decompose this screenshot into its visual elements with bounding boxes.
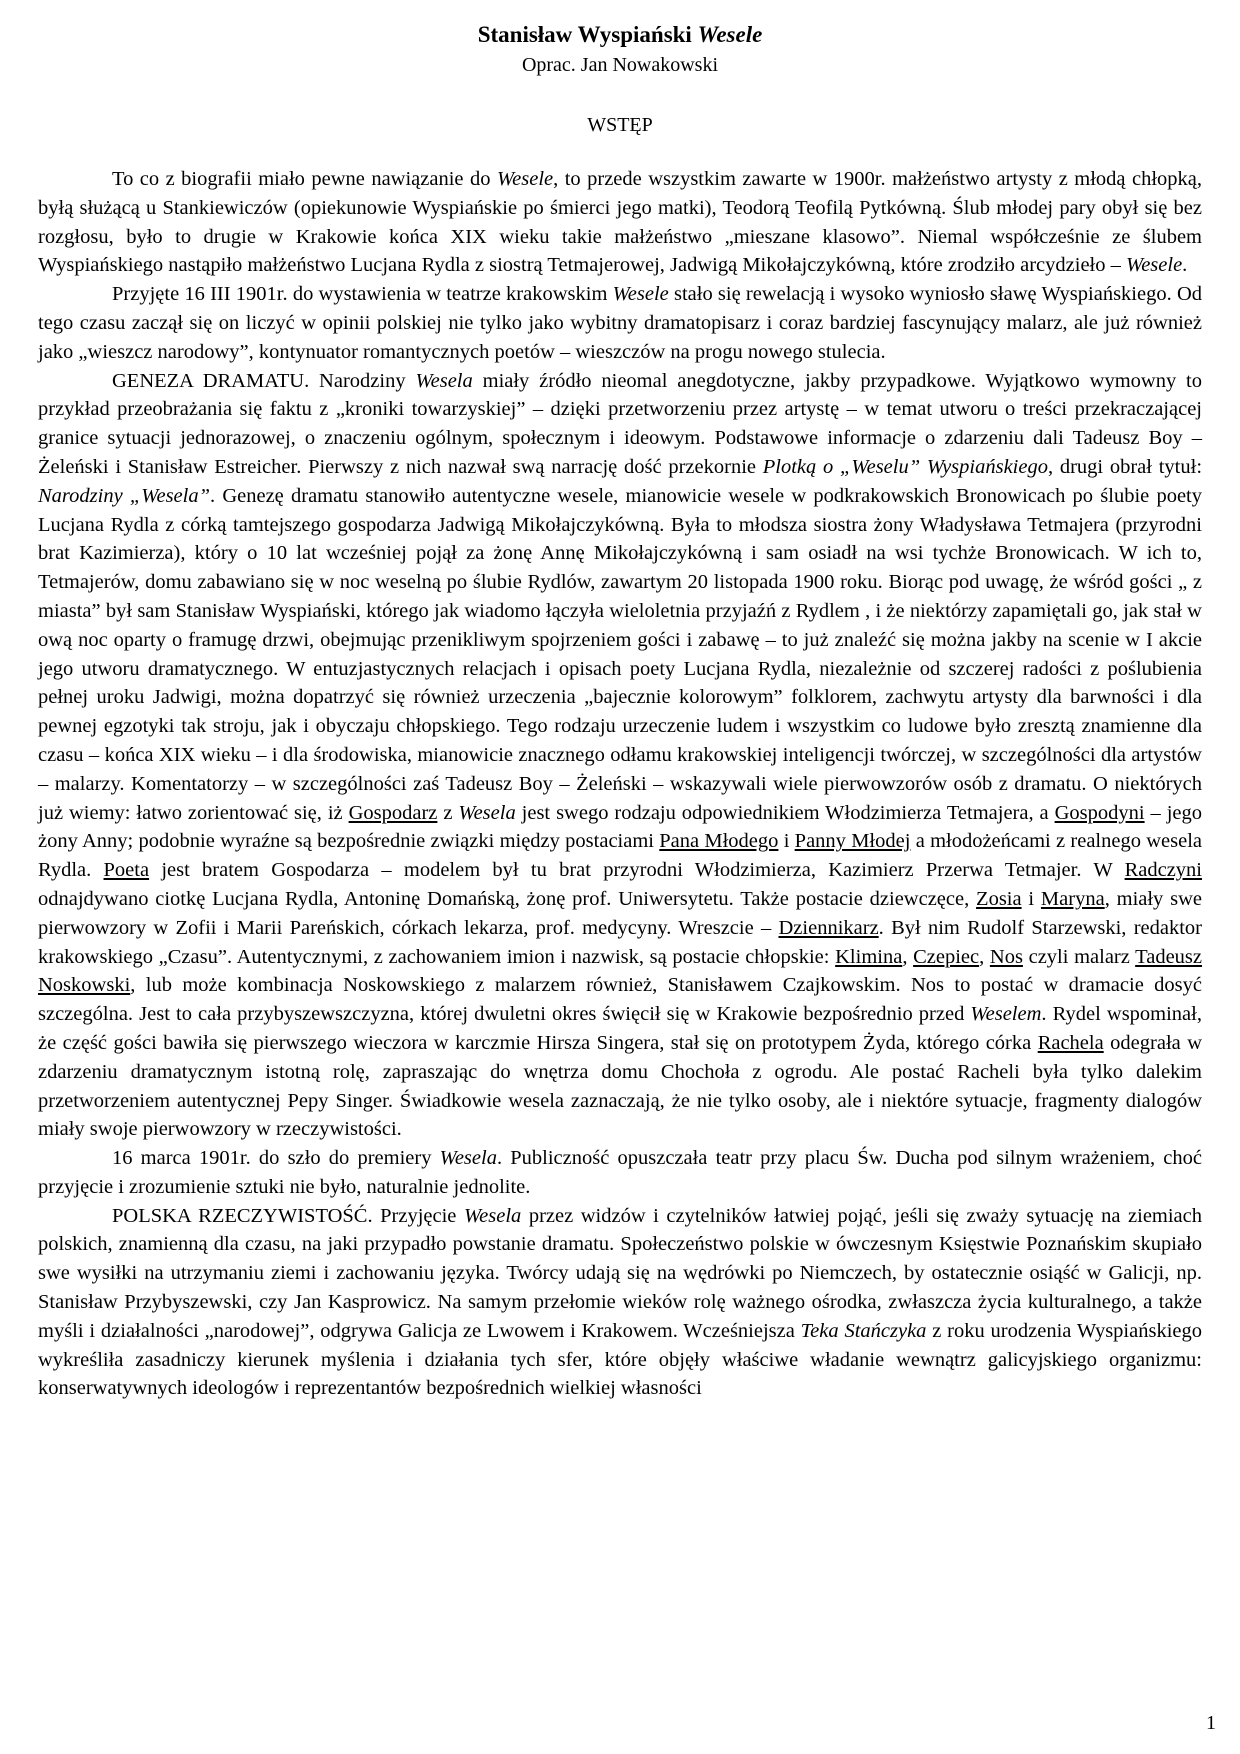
italic-run: Wesele bbox=[1126, 254, 1183, 277]
paragraph bbox=[38, 280, 1202, 366]
italic-run: Weselem bbox=[970, 1003, 1042, 1026]
underlined-run: Dziennikarz bbox=[778, 916, 879, 939]
body-text bbox=[38, 165, 1202, 1403]
text-run: , to przede wszystkim zawarte w 1900r. małżeństwo artysty z młodą chłopką, byłą służącą u Stankiewiczów (opiekunowie Wyspiańskie po śmierci jego matki), Teodorą Teofilą Pytkówną. Ślub młodej pary obył się bez rozgłosu, było to drugie w Krakowie końca XIX wieku takie małżeństwo „mieszane klasowo”. Niemal współcześnie ze ślubem Wyspiańskiego nastąpiło małżeństwo Lucjana Rydla z siostrą Tetmajerowej, Jadwigą Mikołajczykówną, które zrodziło arcydzieło – bbox=[38, 168, 1202, 277]
text-run: . Rydel wspominał, że część gości bawiła się pierwszego wieczora w karczmie Hirsza Singera, stał się on prototypem Żyda, którego córka bbox=[38, 1003, 1202, 1054]
text-run: odegrała w zdarzeniu dramatycznym istotną rolę, zapraszając do wnętrza domu Chochoła z ogrodu. Ale postać Racheli była tylko dalekim przetworzeniem autentycznej Pepy Singer. Świadkowie wesela zaznaczają, że nie tylko osoby, ale i niektóre sytuacje, fragmenty dialogów miały swoje pierwowzory w rzeczywistości. bbox=[38, 1031, 1202, 1141]
text-run: POLSKA RZECZYWISTOŚĆ. Przyjęcie bbox=[112, 1204, 464, 1227]
section-heading: WSTĘP bbox=[587, 114, 653, 136]
underlined-run: Gospodarz bbox=[348, 801, 438, 824]
text-run: miały źródło nieomal anegdotyczne, jakby przypadkowe. Wyjątkowo wymowny to przykład przeobrażania się faktu z „kroniki towarzyskiej” – dzięki przetworzeniu przez artystę – w temat utworu o treści przekraczającej granice sytuacji jednorazowej, o znaczeniu ogólnym, społecznym i ideowym. Podstawowe informacje o zdarzeniu dali Tadeusz Boy – Żeleński i Stanisław Estreicher. Pierwszy z nich nazwał swą narrację dość przekornie bbox=[38, 369, 1202, 478]
text-run: To co z biografii miało pewne nawiązanie do bbox=[112, 168, 497, 190]
paragraph bbox=[38, 1202, 1202, 1404]
title-work: Wesele bbox=[697, 22, 763, 47]
text-run: – jego żony Anny; podobnie wyraźne są bezpośrednie związki między postaciami bbox=[38, 801, 1203, 853]
underlined-run: Poeta bbox=[103, 859, 150, 882]
italic-run: Teka Stańczyka bbox=[800, 1319, 927, 1342]
text-run: . bbox=[1182, 254, 1188, 277]
text-run: , drugi obrał tytuł: bbox=[1047, 455, 1203, 478]
text-run: jest swego rodzaju odpowiednikiem Włodzimierza Tetmajera, a bbox=[515, 801, 1055, 824]
text-run: . Genezę dramatu stanowiło autentyczne wesele, mianowicie wesele w podkrakowskich Bronowicach po ślubie poety Lucjana Rydla z córką tamtejszego gospodarza Jadwigą Mikołajczykówną. Była to młodsza siostra żony Władysława Tetmajera (przyrodni brat Kazimierza), który o 10 lat wcześniej pojął za żonę Annę Mikołajczykówną i sam osiadł na wsi tychże Bronowicach. W ich to, Tetmajerów, domu zabawiano się w noc weselną po ślubie Rydlów, zawartym 20 listopada 1900 roku. Biorąc pod uwagę, że wśród gości „ z miasta” był sam Stanisław Wyspiański, którego jak wiadomo łączyła wieloletnia przyjaźń z Rydlem , i że niektórzy zapamiętali go, jak stał w ową noc oparty o framugę drzwi, obejmując przenikliwym spojrzeniem gości i zabawę – to już znaleźć się można jakby na scenie w I akcie jego utworu dramatycznego. W entuzjastycznych relacjach i opisach poety Lucjana Rydla, niezależnie od szczerej radości z poślubienia pełnej uroku Jadwigi, można dopatrzyć się również urzeczenia „bajecznie kolorowym” folklorem, zachwytu artysty dla barwności i dla pewnej egzotyki tak stroju, jak i obyczaju chłopskiego. Tego rodzaju urzeczenie ludem i wszystkim co ludowe było zresztą znamienne dla czasu – końca XIX wieku – i dla środowiska, mianowicie znacznego odłamu krakowskiej inteligencji twórczej, w szczególności dla artystów – malarzy. Komentatorzy – w szczególności zaś Tadeusz Boy – Żeleński – wskazywali wiele pierwowzorów osób z dramatu. O niektórych już wiemy: łatwo zorientować się, iż bbox=[38, 484, 1202, 824]
underlined-run: Radczyni bbox=[1124, 859, 1202, 882]
text-run: i bbox=[1021, 887, 1041, 910]
underlined-run: Czepiec bbox=[913, 945, 980, 968]
underlined-run: Maryna bbox=[1040, 887, 1105, 910]
text-run: przez widzów i czytelników łatwiej pojąć, jeśli się zważy sytuację na ziemiach polskich, znamienną dla czasu, na jaki przypadło powstanie dramatu. Społeczeństwo polskie w ówczesnym Księstwie Poznańskim skupiało swe wysiłki na utrzymaniu ziemi i zachowaniu języka. Twórcy udają się na wędrówki po Niemczech, by ostatecznie osiąść w Galicji, np. Stanisław Przybyszewski, czy Jan Kasprowicz. Na samym przełomie wieków rolę ważnego ośrodka, zwłaszcza życia kulturalnego, a także myśli i działalności „narodowej”, odgrywa Galicja ze Lwowem i Krakowem. Wcześniejsza bbox=[38, 1204, 1203, 1342]
text-run: Przyjęte 16 III 1901r. do wystawienia w teatrze krakowskim bbox=[112, 283, 613, 306]
paragraph bbox=[38, 367, 1202, 1145]
underlined-run: Tadeusz Noskowski bbox=[38, 945, 1203, 997]
text-run: stało się rewelacją i wysoko wyniosło sławę Wyspiańskiego. Od tego czasu zaczął się on liczyć w opinii polskiej nie tylko jako wybitny dramatopisarz i coraz bardziej fascynujący malarz, ale już również jako „wieszcz narodowy”, kontynuator romantycznych poetów – wieszczów na progu nowego stulecia. bbox=[38, 283, 1202, 363]
text-run: , lub może kombinacja Noskowskiego z malarzem również, Stanisławem Czajkowskim. Nos to postać w dramacie dosyć szczególna. Jest to cała przybyszewszczyzna, której dwuletni okres święcił się w Krakowie bezpośrednio przed bbox=[38, 974, 1202, 1026]
italic-run: Wesela bbox=[463, 1204, 522, 1227]
text-run: GENEZA DRAMATU. Narodziny bbox=[112, 369, 416, 392]
italic-run: Wesela bbox=[458, 801, 516, 824]
text-run: odnajdywano ciotkę Lucjana Rydla, Antoninę Domańską, żonę prof. Uniwersytetu. Także postacie dziewczęce, bbox=[38, 887, 977, 910]
text-run: , bbox=[902, 945, 914, 968]
text-run: z roku urodzenia Wyspiańskiego wykreśliła zasadniczy kierunek myślenia i działania tych sfer, które objęły właściwe władanie wewnątrz galicyjskiego organizmu: konserwatywnych ideologów i reprezentantów bezpośrednich wielkiej własności bbox=[38, 1319, 1202, 1400]
title-author: Stanisław Wyspiański bbox=[477, 22, 698, 47]
italic-run: Wesele bbox=[612, 283, 669, 306]
paragraph bbox=[38, 165, 1202, 280]
italic-run: Narodziny „Wesela” bbox=[38, 484, 210, 507]
page-number: 1 bbox=[1206, 1712, 1216, 1734]
underlined-run: Pana Młodego bbox=[659, 830, 779, 853]
paragraph bbox=[38, 1144, 1202, 1202]
text-run: , miały swe pierwowzory w Zofii i Marii Pareńskich, córkach lekarza, prof. medycyny. Wreszcie – bbox=[38, 887, 1202, 939]
document-subtitle: Oprac. Jan Nowakowski bbox=[521, 54, 719, 76]
text-run: i bbox=[778, 830, 795, 853]
underlined-run: Gospodyni bbox=[1054, 801, 1145, 824]
underlined-run: Klimina bbox=[835, 945, 903, 968]
text-run: 16 marca 1901r. do szło do premiery bbox=[112, 1147, 440, 1170]
text-run: jest bratem Gospodarza – modelem był tu brat przyrodni Włodzimierza, Kazimierz Przerwa Tetmajer. W bbox=[149, 859, 1125, 882]
text-run: z bbox=[437, 801, 459, 824]
text-run: , bbox=[979, 945, 990, 968]
underlined-run: Nos bbox=[989, 945, 1023, 968]
underlined-run: Panny Młodej bbox=[794, 830, 911, 853]
underlined-run: Zosia bbox=[976, 887, 1022, 910]
text-run: . Był nim Rudolf Starzewski, redaktor krakowskiego „Czasu”. Autentycznymi, z zachowaniem imion i nazwisk, są postacie chłopskie: bbox=[38, 916, 1202, 968]
italic-run: Wesela bbox=[439, 1147, 497, 1170]
italic-run: Wesela bbox=[415, 369, 473, 392]
italic-run: Plotką o „Weselu” Wyspiańskiego bbox=[762, 455, 1048, 478]
text-run: czyli malarz bbox=[1022, 945, 1136, 968]
text-run: . Publiczność opuszczała teatr przy placu Św. Ducha pod silnym wrażeniem, choć przyjęcie i zrozumienie sztuki nie było, naturalnie jednolite. bbox=[38, 1147, 1203, 1198]
italic-run: Wesele bbox=[496, 168, 554, 190]
text-run: a młodożeńcami z realnego wesela Rydla. bbox=[38, 830, 1203, 882]
document-title bbox=[0, 20, 1240, 50]
underlined-run: Rachela bbox=[1037, 1031, 1104, 1054]
